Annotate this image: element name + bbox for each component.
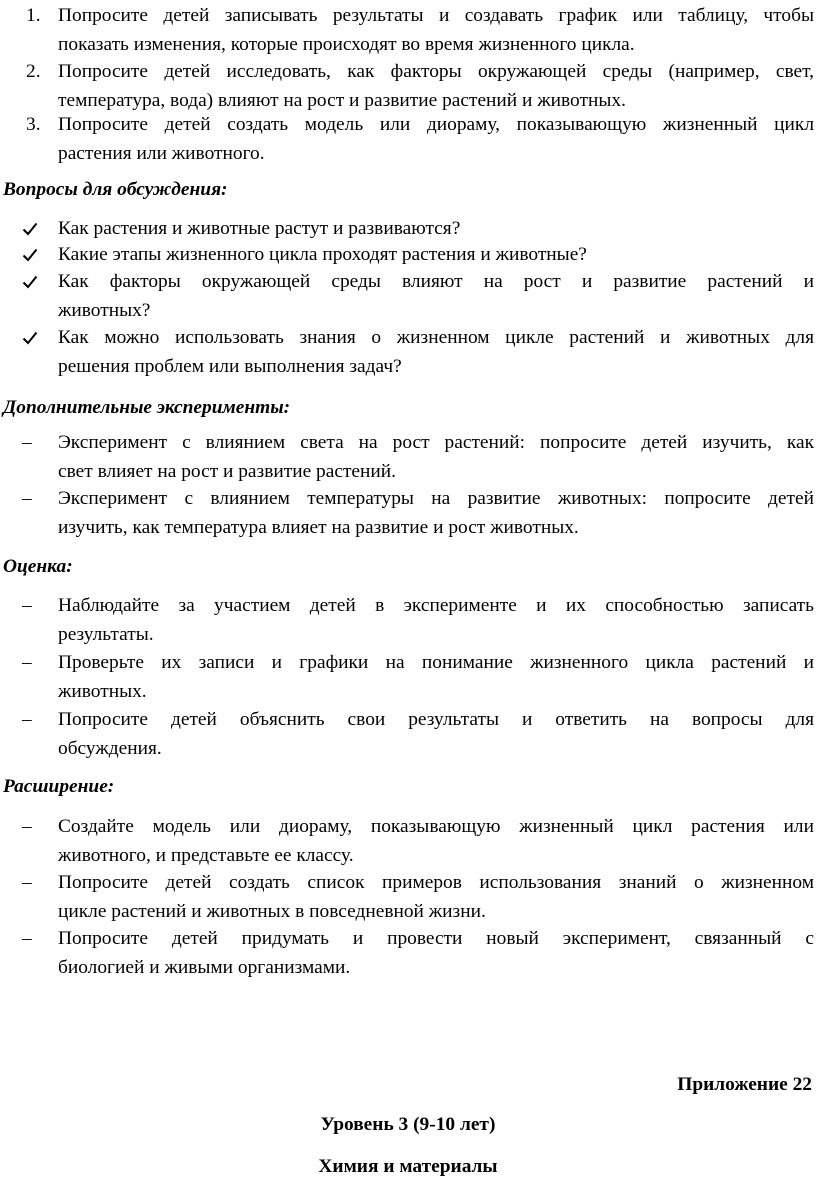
item-line: Как можно использовать знания о жизненном цикле растений и животных для <box>58 327 814 348</box>
item-line: Как факторы окружающей среды влияют на рост и развитие растений и <box>58 271 814 292</box>
item-text <box>58 648 814 706</box>
checkmark-icon <box>22 330 38 346</box>
item-line: биологией и живыми организмами. <box>58 957 351 978</box>
section-title-discussion: Вопросы для обсуждения: <box>3 179 228 200</box>
item-line: Попросите детей объяснить свои результаты и ответить на вопросы для <box>58 709 814 730</box>
item-text <box>58 240 814 269</box>
item-line: Эксперимент с влиянием температуры на развитие животных: попросите детей <box>58 488 814 509</box>
item-line: животных? <box>58 300 151 321</box>
item-text <box>58 705 814 763</box>
item-line: растения или животного. <box>58 143 265 164</box>
dash-marker: – <box>22 816 32 837</box>
dash-marker: – <box>22 432 32 453</box>
item-text <box>58 428 814 486</box>
section-title-extension: Расширение: <box>3 776 115 797</box>
item-line: изучить, как температура влияет на развитие и рост животных. <box>58 517 579 538</box>
item-line: Попросите детей создать список примеров использования знаний о жизненном <box>58 872 814 893</box>
item-line: температура, вода) влияют на рост и развитие растений и животных. <box>58 90 626 111</box>
dash-marker: – <box>22 652 32 673</box>
item-line: решения проблем или выполнения задач? <box>58 356 402 377</box>
item-text <box>58 267 814 325</box>
item-line: Наблюдайте за участием детей в эксперименте и их способностью записать <box>58 595 814 616</box>
dash-marker: – <box>22 928 32 949</box>
item-line: Попросите детей создать модель или диораму, показывающую жизненный цикл <box>58 114 814 135</box>
item-line: Как растения и животные растут и развиваются? <box>58 218 461 239</box>
item-text <box>58 591 814 649</box>
item-text <box>58 214 814 243</box>
item-text <box>58 484 814 542</box>
item-line: Попросите детей исследовать, как факторы окружающей среды (например, свет, <box>58 61 814 82</box>
item-line: животного, и представьте ее классу. <box>58 845 354 866</box>
dash-marker: – <box>22 709 32 730</box>
item-line: Попросите детей записывать результаты и создавать график или таблицу, чтобы <box>58 5 814 26</box>
item-line: показать изменения, которые происходят во время жизненного цикла. <box>58 34 635 55</box>
item-line: обсуждения. <box>58 738 162 759</box>
item-number: 3. <box>26 114 41 135</box>
section-title-experiments: Дополнительные эксперименты: <box>3 397 291 418</box>
item-text <box>58 57 814 115</box>
checkmark-icon <box>22 274 38 290</box>
dash-marker: – <box>22 488 32 509</box>
appendix-label: Приложение 22 <box>677 1074 812 1095</box>
dash-marker: – <box>22 872 32 893</box>
item-line: цикле растений и животных в повседневной жизни. <box>58 901 486 922</box>
checkmark-icon <box>22 221 38 237</box>
level-heading: Уровень 3 (9-10 лет) <box>320 1114 496 1135</box>
topic-heading: Химия и материалы <box>318 1156 498 1177</box>
checkmark-icon <box>22 247 38 263</box>
item-text <box>58 868 814 926</box>
item-text <box>58 812 814 870</box>
item-number: 2. <box>26 61 41 82</box>
item-line: Эксперимент с влиянием света на рост растений: попросите детей изучить, как <box>58 432 814 453</box>
item-text <box>58 110 814 168</box>
item-line: Какие этапы жизненного цикла проходят растения и животные? <box>58 244 587 265</box>
dash-marker: – <box>22 595 32 616</box>
section-title-assessment: Оценка: <box>3 556 73 577</box>
item-number: 1. <box>26 5 41 26</box>
item-line: результаты. <box>58 624 154 645</box>
item-line: Попросите детей придумать и провести новый эксперимент, связанный с <box>58 928 814 949</box>
item-line: животных. <box>58 681 147 702</box>
item-text <box>58 323 814 381</box>
item-line: Проверьте их записи и графики на понимание жизненного цикла растений и <box>58 652 814 673</box>
item-line: Создайте модель или диораму, показывающую жизненный цикл растения или <box>58 816 814 837</box>
item-line: свет влияет на рост и развитие растений. <box>58 461 397 482</box>
item-text <box>58 924 814 982</box>
item-text <box>58 1 814 59</box>
